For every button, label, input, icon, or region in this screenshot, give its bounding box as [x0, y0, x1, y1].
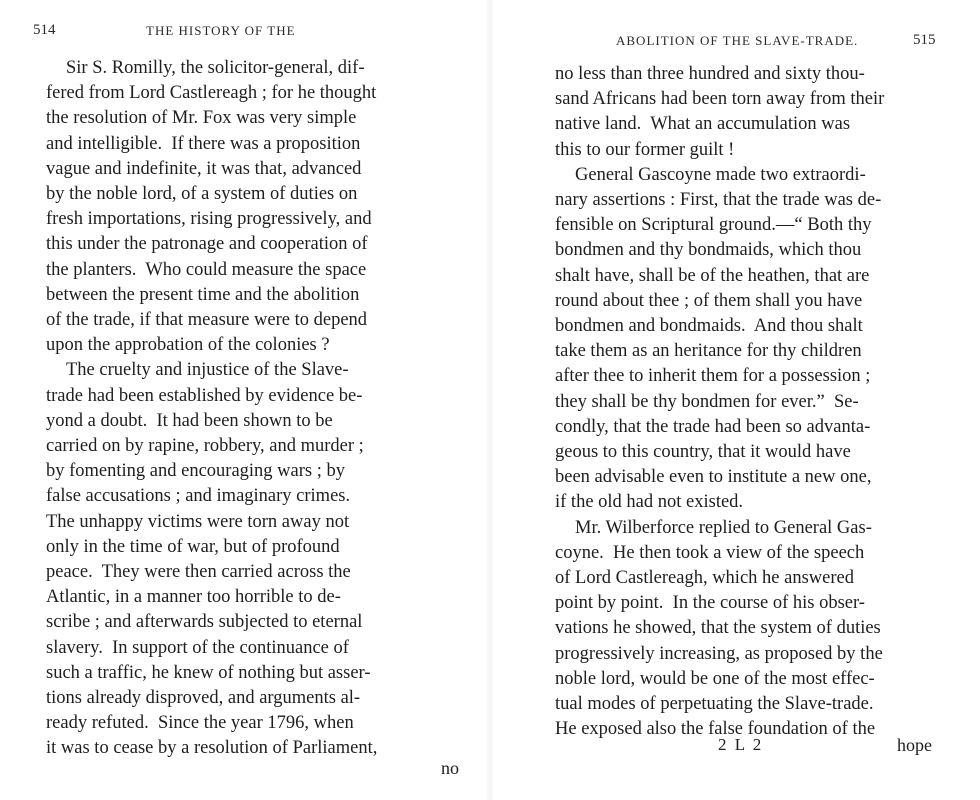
- text-line: slavery. In support of the continuance of: [46, 637, 349, 658]
- text-line: tual modes of perpetuating the Slave-trade.: [555, 694, 874, 715]
- text-line: such a traffic, he knew of nothing but asser-: [46, 662, 371, 683]
- text-line: noble lord, would be one of the most effec-: [555, 668, 875, 689]
- text-line: this under the patronage and cooperation of: [46, 234, 368, 255]
- text-line: and intelligible. If there was a proposition: [46, 133, 361, 154]
- text-line: by the noble lord, of a system of duties on: [46, 184, 358, 205]
- text-line: this to our former guilt !: [555, 139, 735, 160]
- text-line: take them as an heritance for thy children: [555, 341, 862, 362]
- text-line: General Gascoyne made two extraordi-: [575, 164, 866, 185]
- text-line: shalt have, shall be of the heathen, that are: [555, 265, 870, 286]
- text-line: by fomenting and encouraging wars ; by: [46, 461, 346, 482]
- right-body-text: [555, 62, 941, 742]
- text-line: of Lord Castlereagh, which he answered: [555, 568, 854, 589]
- text-line: bondmen and thy bondmaids, which thou: [555, 240, 862, 261]
- text-line: Atlantic, in a manner too horrible to de-: [46, 587, 341, 608]
- text-line: ready refuted. Since the year 1796, when: [46, 713, 354, 734]
- text-line: yond a doubt. It had been shown to be: [46, 410, 333, 431]
- text-line: nary assertions : First, that the trade was de-: [555, 190, 882, 211]
- text-line: the planters. Who could measure the space: [46, 259, 367, 280]
- text-line: fensible on Scriptural ground.—“ Both thy: [555, 215, 872, 236]
- text-line: fered from Lord Castlereagh ; for he thought: [46, 83, 377, 104]
- text-line: false accusations ; and imaginary crimes.: [46, 486, 351, 507]
- text-line: vague and indefinite, it was that, advanced: [46, 158, 362, 179]
- text-line: round about thee ; of them shall you have: [555, 290, 863, 311]
- text-line: of the trade, if that measure were to depend: [46, 310, 368, 331]
- text-line: if the old had not existed.: [555, 492, 744, 513]
- text-line: native land. What an accumulation was: [555, 114, 851, 135]
- text-line: only in the time of war, but of profound: [46, 536, 340, 557]
- text-line: been advisable even to institute a new one,: [555, 467, 872, 488]
- text-line: Mr. Wilberforce replied to General Gas-: [575, 517, 872, 538]
- text-line: The cruelty and injustice of the Slave-: [66, 360, 349, 381]
- text-line: after thee to inherit them for a possession ;: [555, 366, 871, 387]
- text-line: peace. They were then carried across the: [46, 562, 351, 583]
- text-line: sand Africans had been torn away from their: [555, 89, 885, 110]
- text-line: vations he showed, that the system of duties: [555, 618, 881, 639]
- left-body-text: [46, 56, 446, 762]
- text-line: geous to this country, that it would have: [555, 442, 851, 463]
- text-line: tions already disproved, and arguments al-: [46, 688, 361, 709]
- text-line: point by point. In the course of his obser-: [555, 593, 865, 614]
- text-line: The unhappy victims were torn away not: [46, 511, 350, 532]
- left-running-head: THE HISTORY OF THE: [146, 23, 296, 38]
- right-running-head: ABOLITION OF THE SLAVE-TRADE.: [616, 33, 859, 48]
- text-line: bondmen and bondmaids. And thou shalt: [555, 316, 863, 337]
- text-line: coyne. He then took a view of the speech: [555, 542, 865, 563]
- left-page-number: 514: [33, 22, 56, 38]
- text-line: between the present time and the abolition: [46, 284, 360, 305]
- text-line: trade had been established by evidence be-: [46, 385, 363, 406]
- text-line: upon the approbation of the colonies ?: [46, 335, 330, 356]
- right-page-number: 515: [913, 32, 936, 48]
- text-line: carried on by rapine, robbery, and murder ;: [46, 436, 364, 457]
- text-line: progressively increasing, as proposed by the: [555, 643, 883, 664]
- text-line: He exposed also the false foundation of the: [555, 719, 876, 740]
- text-line: condly, that the trade had been so advanta-: [555, 416, 871, 437]
- text-line: scribe ; and afterwards subjected to eternal: [46, 612, 363, 633]
- text-line: it was to cease by a resolution of Parliament,: [46, 738, 378, 759]
- text-line: no less than three hundred and sixty thou-: [555, 64, 865, 84]
- text-line: fresh importations, rising progressively, and: [46, 209, 372, 230]
- text-line: the resolution of Mr. Fox was very simple: [46, 108, 357, 129]
- right-catchword: hope: [897, 735, 932, 755]
- signature-mark: 2 L 2: [718, 735, 764, 754]
- text-line: they shall be thy bondmen for ever.” Se-: [555, 391, 859, 412]
- text-line: Sir S. Romilly, the solicitor-general, dif-: [66, 58, 365, 78]
- left-catchword: no: [441, 758, 459, 778]
